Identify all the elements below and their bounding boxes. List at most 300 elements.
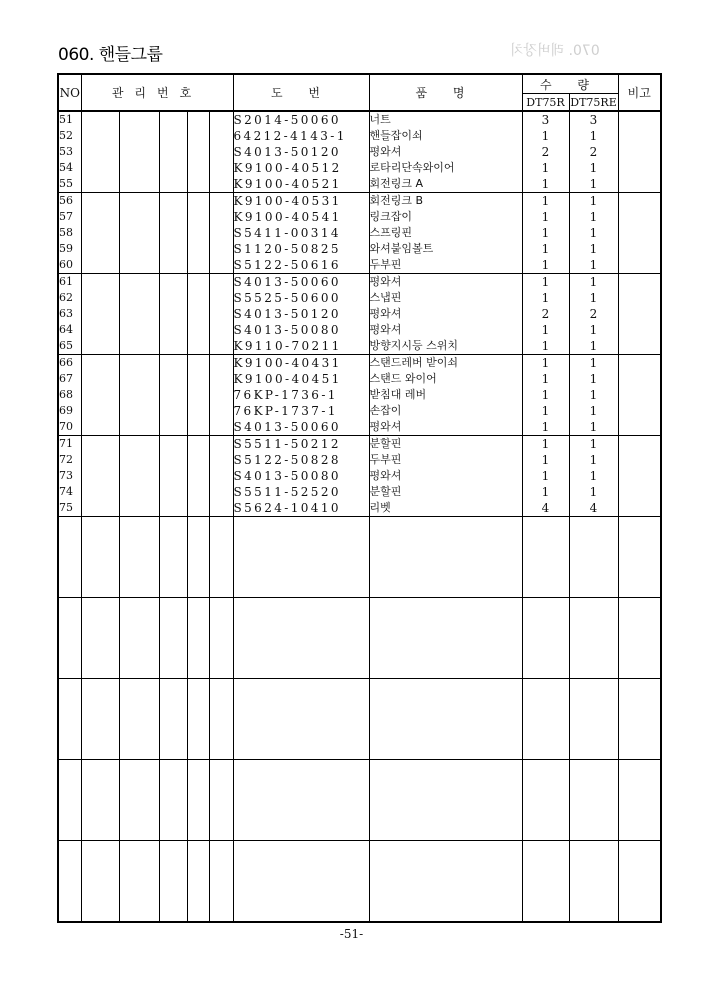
cell-part-name: 분할핀 bbox=[369, 484, 522, 500]
cell-mgmt-no bbox=[187, 111, 209, 128]
cell-part-name: 로타리단속와이어 bbox=[369, 160, 522, 176]
parts-table-body bbox=[58, 111, 661, 922]
cell-remarks bbox=[618, 128, 661, 144]
blank-cell bbox=[209, 517, 233, 598]
cell-mgmt-no bbox=[209, 452, 233, 468]
cell-mgmt-no bbox=[209, 257, 233, 274]
cell-mgmt-no bbox=[209, 500, 233, 517]
cell-mgmt-no bbox=[81, 290, 119, 306]
cell-mgmt-no bbox=[81, 160, 119, 176]
blank-cell bbox=[119, 760, 159, 841]
blank-cell bbox=[81, 517, 119, 598]
cell-mgmt-no bbox=[209, 468, 233, 484]
blank-cell bbox=[233, 679, 369, 760]
cell-qty-dt75re: 1 bbox=[569, 322, 618, 338]
table-row bbox=[58, 160, 661, 176]
cell-mgmt-no bbox=[119, 387, 159, 403]
cell-drawing-no: S2014-50060 bbox=[233, 111, 369, 128]
cell-mgmt-no bbox=[81, 484, 119, 500]
page-number: -51- bbox=[339, 927, 364, 941]
blank-cell bbox=[618, 679, 661, 760]
cell-no: 60 bbox=[58, 257, 81, 274]
blank-cell bbox=[209, 598, 233, 679]
cell-mgmt-no bbox=[209, 306, 233, 322]
blank-cell bbox=[569, 841, 618, 923]
cell-mgmt-no bbox=[119, 468, 159, 484]
cell-qty-dt75r: 1 bbox=[522, 452, 569, 468]
cell-mgmt-no bbox=[159, 193, 187, 210]
cell-remarks bbox=[618, 452, 661, 468]
cell-mgmt-no bbox=[159, 452, 187, 468]
cell-qty-dt75r: 1 bbox=[522, 371, 569, 387]
cell-no: 59 bbox=[58, 241, 81, 257]
blank-cell bbox=[369, 598, 522, 679]
cell-mgmt-no bbox=[209, 338, 233, 355]
blank-cell bbox=[233, 760, 369, 841]
cell-qty-dt75r: 2 bbox=[522, 144, 569, 160]
cell-mgmt-no bbox=[209, 436, 233, 453]
cell-mgmt-no bbox=[209, 419, 233, 436]
cell-drawing-no: S4013-50060 bbox=[233, 274, 369, 291]
cell-part-name: 너트 bbox=[369, 111, 522, 128]
cell-mgmt-no bbox=[187, 160, 209, 176]
col-header-part-name: 품 명 bbox=[369, 74, 522, 111]
table-row bbox=[58, 111, 661, 128]
table-row bbox=[58, 209, 661, 225]
cell-no: 63 bbox=[58, 306, 81, 322]
cell-mgmt-no bbox=[209, 160, 233, 176]
cell-qty-dt75r: 1 bbox=[522, 436, 569, 453]
cell-mgmt-no bbox=[81, 176, 119, 193]
cell-part-name: 손잡이 bbox=[369, 403, 522, 419]
cell-qty-dt75re: 1 bbox=[569, 355, 618, 372]
cell-part-name: 리벳 bbox=[369, 500, 522, 517]
cell-mgmt-no bbox=[187, 322, 209, 338]
blank-cell bbox=[522, 517, 569, 598]
cell-mgmt-no bbox=[159, 144, 187, 160]
cell-qty-dt75r: 1 bbox=[522, 419, 569, 436]
cell-no: 70 bbox=[58, 419, 81, 436]
cell-no: 74 bbox=[58, 484, 81, 500]
blank-cell bbox=[522, 841, 569, 923]
cell-mgmt-no bbox=[119, 176, 159, 193]
cell-part-name: 링크잡이 bbox=[369, 209, 522, 225]
cell-mgmt-no bbox=[187, 209, 209, 225]
blank-cell bbox=[58, 841, 81, 923]
blank-cell bbox=[369, 679, 522, 760]
cell-drawing-no: S4013-50060 bbox=[233, 419, 369, 436]
cell-qty-dt75re: 1 bbox=[569, 274, 618, 291]
cell-remarks bbox=[618, 355, 661, 372]
cell-qty-dt75r: 1 bbox=[522, 484, 569, 500]
cell-mgmt-no bbox=[119, 371, 159, 387]
cell-mgmt-no bbox=[81, 355, 119, 372]
cell-drawing-no: K9100-40541 bbox=[233, 209, 369, 225]
cell-part-name: 평와셔 bbox=[369, 468, 522, 484]
cell-remarks bbox=[618, 306, 661, 322]
cell-mgmt-no bbox=[119, 257, 159, 274]
cell-no: 57 bbox=[58, 209, 81, 225]
cell-qty-dt75re: 1 bbox=[569, 387, 618, 403]
cell-no: 54 bbox=[58, 160, 81, 176]
cell-qty-dt75r: 4 bbox=[522, 500, 569, 517]
cell-remarks bbox=[618, 371, 661, 387]
cell-mgmt-no bbox=[159, 160, 187, 176]
cell-mgmt-no bbox=[209, 209, 233, 225]
cell-part-name: 스탠드레버 받이쇠 bbox=[369, 355, 522, 372]
cell-qty-dt75re: 1 bbox=[569, 436, 618, 453]
cell-remarks bbox=[618, 468, 661, 484]
cell-mgmt-no bbox=[81, 338, 119, 355]
section-title: 060. 핸들그룹 bbox=[58, 45, 163, 65]
cell-mgmt-no bbox=[81, 193, 119, 210]
cell-mgmt-no bbox=[119, 500, 159, 517]
blank-row bbox=[58, 598, 661, 679]
cell-mgmt-no bbox=[159, 274, 187, 291]
blank-cell bbox=[58, 598, 81, 679]
col-header-remarks: 비고 bbox=[618, 74, 661, 111]
cell-mgmt-no bbox=[119, 225, 159, 241]
blank-cell bbox=[569, 679, 618, 760]
blank-cell bbox=[159, 841, 187, 923]
cell-remarks bbox=[618, 290, 661, 306]
cell-mgmt-no bbox=[81, 144, 119, 160]
blank-cell bbox=[119, 517, 159, 598]
cell-qty-dt75r: 1 bbox=[522, 193, 569, 210]
cell-qty-dt75r: 1 bbox=[522, 241, 569, 257]
cell-mgmt-no bbox=[159, 128, 187, 144]
cell-part-name: 회전링크 A bbox=[369, 176, 522, 193]
cell-qty-dt75r: 2 bbox=[522, 306, 569, 322]
cell-qty-dt75re: 1 bbox=[569, 160, 618, 176]
cell-part-name: 회전링크 B bbox=[369, 193, 522, 210]
cell-remarks bbox=[618, 338, 661, 355]
blank-row bbox=[58, 679, 661, 760]
cell-mgmt-no bbox=[209, 484, 233, 500]
cell-mgmt-no bbox=[187, 225, 209, 241]
table-row bbox=[58, 128, 661, 144]
blank-cell bbox=[58, 679, 81, 760]
cell-mgmt-no bbox=[209, 193, 233, 210]
blank-cell bbox=[209, 841, 233, 923]
cell-mgmt-no bbox=[159, 484, 187, 500]
table-row bbox=[58, 241, 661, 257]
cell-part-name: 평와셔 bbox=[369, 322, 522, 338]
cell-drawing-no: S4013-50080 bbox=[233, 468, 369, 484]
blank-cell bbox=[159, 760, 187, 841]
cell-mgmt-no bbox=[159, 176, 187, 193]
cell-drawing-no: S4013-50120 bbox=[233, 144, 369, 160]
cell-qty-dt75re: 1 bbox=[569, 176, 618, 193]
blank-cell bbox=[618, 760, 661, 841]
cell-mgmt-no bbox=[209, 274, 233, 291]
cell-mgmt-no bbox=[209, 241, 233, 257]
cell-part-name: 스프링핀 bbox=[369, 225, 522, 241]
cell-qty-dt75r: 1 bbox=[522, 274, 569, 291]
cell-no: 71 bbox=[58, 436, 81, 453]
cell-qty-dt75re: 1 bbox=[569, 225, 618, 241]
cell-qty-dt75re: 2 bbox=[569, 144, 618, 160]
cell-mgmt-no bbox=[81, 500, 119, 517]
cell-mgmt-no bbox=[81, 274, 119, 291]
table-row bbox=[58, 225, 661, 241]
cell-qty-dt75re: 1 bbox=[569, 193, 618, 210]
cell-remarks bbox=[618, 225, 661, 241]
cell-part-name: 받침대 레버 bbox=[369, 387, 522, 403]
cell-mgmt-no bbox=[159, 500, 187, 517]
cell-qty-dt75re: 1 bbox=[569, 484, 618, 500]
cell-part-name: 스냅핀 bbox=[369, 290, 522, 306]
cell-qty-dt75r: 1 bbox=[522, 225, 569, 241]
cell-part-name: 두부핀 bbox=[369, 257, 522, 274]
cell-drawing-no: K9100-40521 bbox=[233, 176, 369, 193]
cell-no: 64 bbox=[58, 322, 81, 338]
cell-mgmt-no bbox=[159, 387, 187, 403]
cell-qty-dt75re: 1 bbox=[569, 209, 618, 225]
blank-cell bbox=[81, 760, 119, 841]
blank-cell bbox=[187, 598, 209, 679]
cell-mgmt-no bbox=[187, 387, 209, 403]
cell-mgmt-no bbox=[187, 419, 209, 436]
cell-no: 75 bbox=[58, 500, 81, 517]
cell-mgmt-no bbox=[187, 452, 209, 468]
cell-mgmt-no bbox=[119, 274, 159, 291]
table-row bbox=[58, 484, 661, 500]
cell-drawing-no: S5511-50212 bbox=[233, 436, 369, 453]
table-row bbox=[58, 355, 661, 372]
cell-drawing-no: S5122-50616 bbox=[233, 257, 369, 274]
cell-drawing-no: 76KP-1736-1 bbox=[233, 387, 369, 403]
cell-drawing-no: S5122-50828 bbox=[233, 452, 369, 468]
cell-mgmt-no bbox=[119, 160, 159, 176]
cell-mgmt-no bbox=[187, 338, 209, 355]
cell-mgmt-no bbox=[81, 257, 119, 274]
blank-cell bbox=[187, 760, 209, 841]
cell-mgmt-no bbox=[81, 225, 119, 241]
blank-cell bbox=[233, 517, 369, 598]
cell-mgmt-no bbox=[159, 436, 187, 453]
cell-drawing-no: S4013-50080 bbox=[233, 322, 369, 338]
cell-qty-dt75re: 1 bbox=[569, 338, 618, 355]
blank-cell bbox=[569, 760, 618, 841]
cell-qty-dt75r: 1 bbox=[522, 387, 569, 403]
table-row bbox=[58, 452, 661, 468]
blank-cell bbox=[159, 517, 187, 598]
cell-mgmt-no bbox=[119, 322, 159, 338]
table-row bbox=[58, 176, 661, 193]
table-row bbox=[58, 436, 661, 453]
cell-drawing-no: K9100-40531 bbox=[233, 193, 369, 210]
cell-mgmt-no bbox=[119, 436, 159, 453]
cell-qty-dt75re: 2 bbox=[569, 306, 618, 322]
cell-mgmt-no bbox=[119, 484, 159, 500]
blank-cell bbox=[81, 679, 119, 760]
cell-mgmt-no bbox=[81, 436, 119, 453]
cell-mgmt-no bbox=[119, 355, 159, 372]
cell-drawing-no: K9100-40431 bbox=[233, 355, 369, 372]
cell-part-name: 방향지시등 스위치 bbox=[369, 338, 522, 355]
cell-mgmt-no bbox=[209, 387, 233, 403]
blank-cell bbox=[233, 598, 369, 679]
cell-qty-dt75r: 1 bbox=[522, 468, 569, 484]
table-row bbox=[58, 403, 661, 419]
cell-qty-dt75re: 1 bbox=[569, 403, 618, 419]
cell-drawing-no: K9100-40512 bbox=[233, 160, 369, 176]
cell-no: 73 bbox=[58, 468, 81, 484]
blank-cell bbox=[369, 841, 522, 923]
cell-mgmt-no bbox=[187, 306, 209, 322]
cell-remarks bbox=[618, 160, 661, 176]
cell-qty-dt75r: 1 bbox=[522, 403, 569, 419]
cell-qty-dt75re: 1 bbox=[569, 241, 618, 257]
cell-no: 67 bbox=[58, 371, 81, 387]
cell-qty-dt75re: 4 bbox=[569, 500, 618, 517]
blank-row bbox=[58, 517, 661, 598]
cell-qty-dt75re: 1 bbox=[569, 452, 618, 468]
cell-mgmt-no bbox=[81, 306, 119, 322]
cell-mgmt-no bbox=[119, 419, 159, 436]
blank-cell bbox=[119, 679, 159, 760]
cell-part-name: 평와셔 bbox=[369, 144, 522, 160]
cell-mgmt-no bbox=[187, 403, 209, 419]
cell-mgmt-no bbox=[81, 209, 119, 225]
cell-remarks bbox=[618, 257, 661, 274]
cell-mgmt-no bbox=[159, 322, 187, 338]
cell-part-name: 분할핀 bbox=[369, 436, 522, 453]
cell-remarks bbox=[618, 403, 661, 419]
table-row bbox=[58, 468, 661, 484]
cell-qty-dt75re: 1 bbox=[569, 290, 618, 306]
blank-cell bbox=[209, 760, 233, 841]
cell-mgmt-no bbox=[187, 193, 209, 210]
cell-qty-dt75r: 1 bbox=[522, 338, 569, 355]
cell-drawing-no: S5411-00314 bbox=[233, 225, 369, 241]
cell-qty-dt75r: 1 bbox=[522, 209, 569, 225]
cell-drawing-no: K9110-70211 bbox=[233, 338, 369, 355]
cell-part-name: 두부핀 bbox=[369, 452, 522, 468]
col-header-qty: 수 량 bbox=[522, 74, 618, 94]
table-row bbox=[58, 274, 661, 291]
col-header-qty-dt75r: DT75R bbox=[522, 94, 569, 112]
cell-remarks bbox=[618, 500, 661, 517]
cell-mgmt-no bbox=[119, 290, 159, 306]
cell-mgmt-no bbox=[209, 322, 233, 338]
cell-mgmt-no bbox=[209, 403, 233, 419]
cell-mgmt-no bbox=[187, 144, 209, 160]
cell-mgmt-no bbox=[159, 403, 187, 419]
cell-mgmt-no bbox=[81, 468, 119, 484]
cell-mgmt-no bbox=[119, 338, 159, 355]
cell-qty-dt75r: 1 bbox=[522, 322, 569, 338]
cell-remarks bbox=[618, 436, 661, 453]
cell-remarks bbox=[618, 241, 661, 257]
blank-cell bbox=[187, 679, 209, 760]
table-row bbox=[58, 193, 661, 210]
cell-qty-dt75re: 1 bbox=[569, 371, 618, 387]
cell-remarks bbox=[618, 111, 661, 128]
cell-no: 58 bbox=[58, 225, 81, 241]
table-row bbox=[58, 306, 661, 322]
table-row bbox=[58, 371, 661, 387]
cell-remarks bbox=[618, 209, 661, 225]
cell-qty-dt75r: 1 bbox=[522, 355, 569, 372]
cell-mgmt-no bbox=[187, 257, 209, 274]
cell-mgmt-no bbox=[187, 274, 209, 291]
cell-mgmt-no bbox=[187, 128, 209, 144]
cell-part-name: 평와셔 bbox=[369, 274, 522, 291]
cell-mgmt-no bbox=[159, 241, 187, 257]
cell-qty-dt75r: 1 bbox=[522, 128, 569, 144]
table-row bbox=[58, 144, 661, 160]
cell-mgmt-no bbox=[81, 419, 119, 436]
cell-qty-dt75r: 3 bbox=[522, 111, 569, 128]
cell-drawing-no: 64212-4143-1 bbox=[233, 128, 369, 144]
cell-mgmt-no bbox=[159, 290, 187, 306]
col-header-drawing-no: 도 번 bbox=[233, 74, 369, 111]
cell-remarks bbox=[618, 176, 661, 193]
cell-remarks bbox=[618, 322, 661, 338]
blank-cell bbox=[618, 598, 661, 679]
blank-cell bbox=[159, 679, 187, 760]
cell-mgmt-no bbox=[187, 355, 209, 372]
cell-mgmt-no bbox=[209, 176, 233, 193]
table-row bbox=[58, 387, 661, 403]
cell-mgmt-no bbox=[159, 209, 187, 225]
blank-cell bbox=[233, 841, 369, 923]
cell-drawing-no: S5511-52520 bbox=[233, 484, 369, 500]
blank-cell bbox=[187, 841, 209, 923]
cell-mgmt-no bbox=[119, 144, 159, 160]
cell-part-name: 평와셔 bbox=[369, 419, 522, 436]
table-row bbox=[58, 322, 661, 338]
blank-cell bbox=[369, 760, 522, 841]
blank-cell bbox=[522, 760, 569, 841]
cell-mgmt-no bbox=[159, 257, 187, 274]
blank-row bbox=[58, 760, 661, 841]
blank-cell bbox=[369, 517, 522, 598]
cell-mgmt-no bbox=[159, 306, 187, 322]
blank-cell bbox=[569, 517, 618, 598]
cell-mgmt-no bbox=[159, 338, 187, 355]
cell-qty-dt75re: 3 bbox=[569, 111, 618, 128]
cell-no: 51 bbox=[58, 111, 81, 128]
cell-mgmt-no bbox=[119, 209, 159, 225]
cell-mgmt-no bbox=[187, 241, 209, 257]
col-header-qty-dt75re: DT75RE bbox=[569, 94, 618, 112]
blank-cell bbox=[81, 598, 119, 679]
cell-mgmt-no bbox=[187, 500, 209, 517]
blank-cell bbox=[119, 841, 159, 923]
cell-drawing-no: S1120-50825 bbox=[233, 241, 369, 257]
cell-no: 53 bbox=[58, 144, 81, 160]
cell-mgmt-no bbox=[209, 128, 233, 144]
cell-remarks bbox=[618, 274, 661, 291]
cell-part-name: 와셔붙임볼트 bbox=[369, 241, 522, 257]
cell-mgmt-no bbox=[81, 322, 119, 338]
cell-part-name: 스탠드 와이어 bbox=[369, 371, 522, 387]
cell-drawing-no: K9100-40451 bbox=[233, 371, 369, 387]
cell-mgmt-no bbox=[187, 176, 209, 193]
cell-no: 69 bbox=[58, 403, 81, 419]
col-header-mgmt-no: 관리번호 bbox=[81, 74, 233, 111]
table-row bbox=[58, 419, 661, 436]
cell-mgmt-no bbox=[209, 371, 233, 387]
cell-mgmt-no bbox=[81, 128, 119, 144]
cell-mgmt-no bbox=[81, 387, 119, 403]
cell-mgmt-no bbox=[119, 128, 159, 144]
blank-cell bbox=[522, 679, 569, 760]
cell-mgmt-no bbox=[187, 371, 209, 387]
